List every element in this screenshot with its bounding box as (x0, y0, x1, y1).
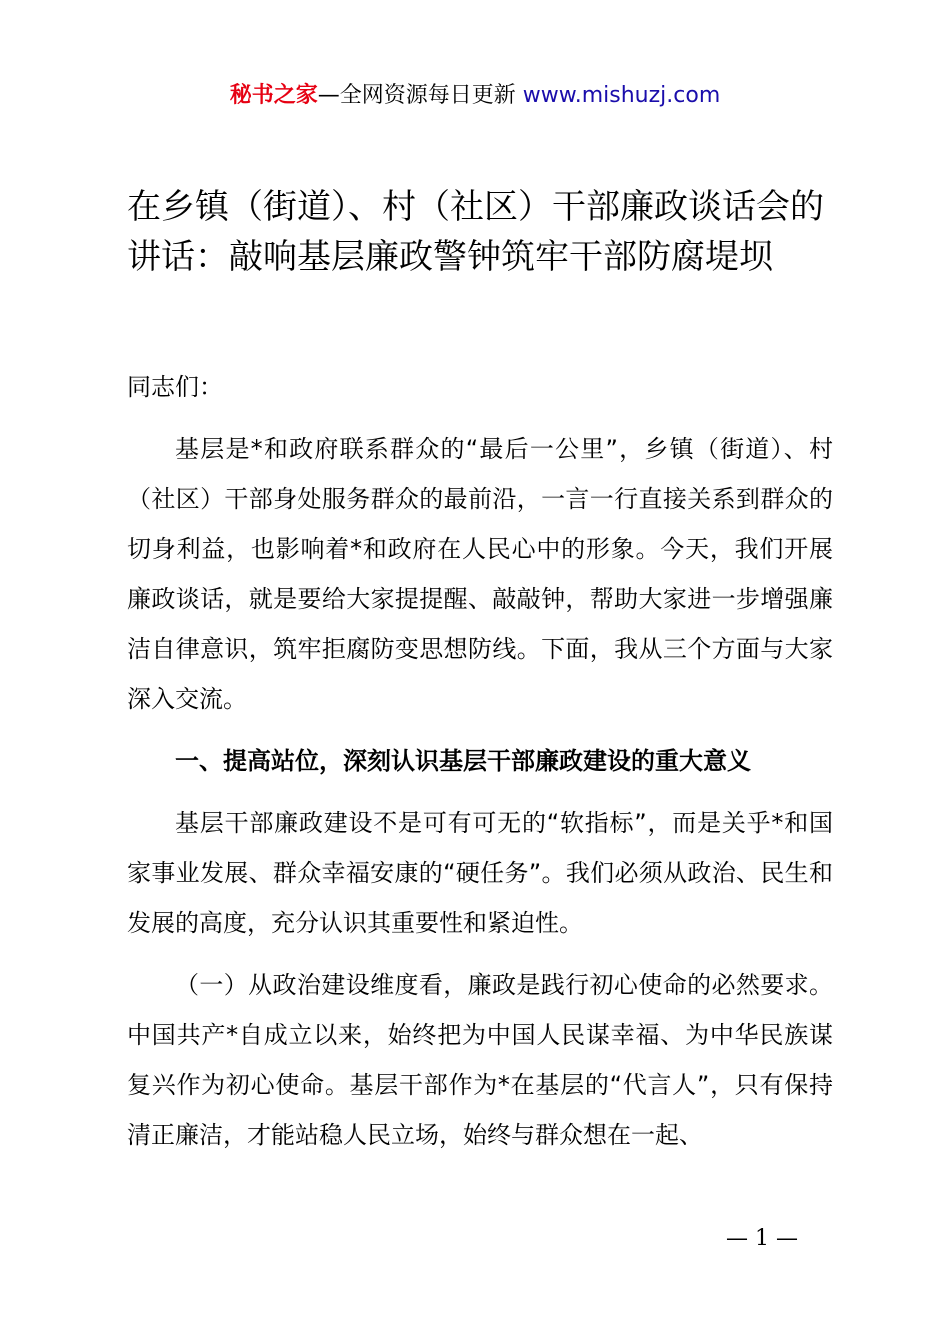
site-header (0, 80, 950, 112)
body-paragraph: 基层是*和政府联系群众的“最后一公里”，乡镇（街道）、村（社区）干部身处服务群众的最前沿，一言一行直接关系到群众的切身利益，也影响着*和政府在人民心中的形象。今天，我们开展廉政谈话，就是要给大家提提醒、敲敲钟，帮助大家进一步增强廉洁自律意识，筑牢拒腐防变思想防线。下面，我从三个方面与大家深入交流。 (127, 435, 833, 713)
body-paragraph: （一）从政治建设维度看，廉政是践行初心使命的必然要求。中国共产*自成立以来，始终把为中国人民谋幸福、为中华民族谋复兴作为初心使命。基层干部作为*在基层的“代言人”，只有保持清正廉洁，才能站稳人民立场，始终与群众想在一起、 (127, 971, 833, 1149)
header-tagline: —全网资源每日更新 (317, 83, 516, 108)
brand-name: 秘书之家 (229, 83, 318, 108)
site-url-link[interactable]: www.mishuzj.com (522, 83, 721, 108)
document-body (127, 362, 833, 1172)
body-paragraph: 基层干部廉政建设不是可有可无的“软指标”，而是关乎*和国家事业发展、群众幸福安康的“硬任务”。我们必须从政治、民生和发展的高度，充分认识其重要性和紧迫性。 (127, 809, 833, 937)
page-number: — 1 — (726, 1226, 798, 1251)
section-heading: 一、提高站位，深刻认识基层干部廉政建设的重大意义 (175, 747, 751, 775)
salutation: 同志们： (127, 373, 223, 401)
document-title: 在乡镇（街道）、村（社区）干部廉政谈话会的讲话：敲响基层廉政警钟筑牢干部防腐堤坝 (127, 187, 824, 277)
